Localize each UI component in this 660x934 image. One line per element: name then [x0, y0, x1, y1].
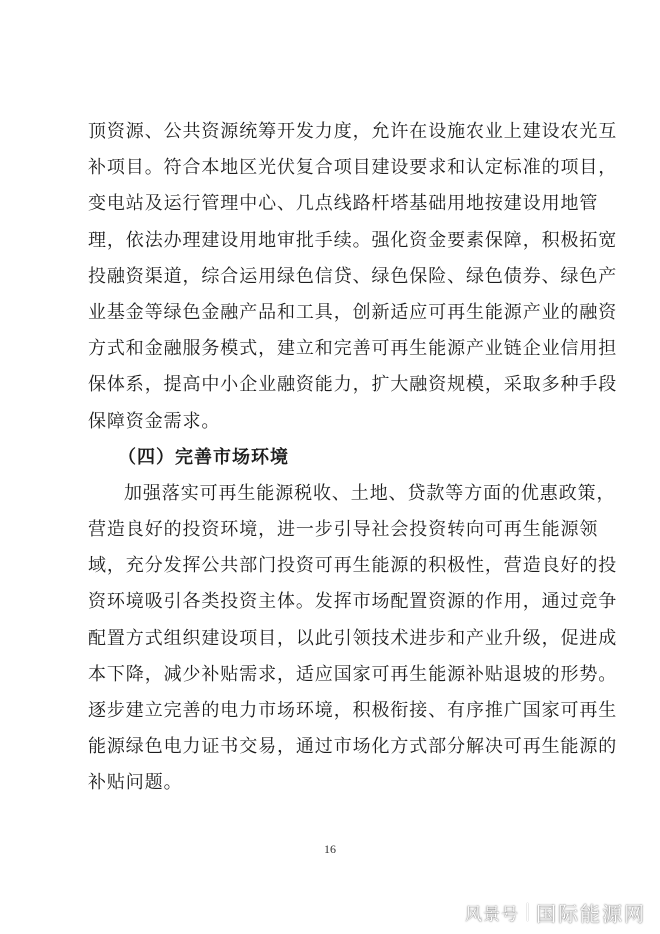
watermark-site-name: 国际能源网	[536, 901, 646, 926]
paragraph-financing	[88, 114, 618, 440]
watermark-divider	[527, 903, 528, 921]
watermark-source-label: 风景号	[465, 904, 519, 925]
text-line: 配置方式组织建设项目，以此引领技术进步和产业升级，促进成	[88, 627, 618, 649]
section-heading: （四）完善市场环境	[118, 446, 289, 468]
text-line: 本下降，减少补贴需求，适应国家可再生能源补贴退坡的形势。	[88, 663, 618, 685]
text-line: 投融资渠道，综合运用绿色信贷、绿色保险、绿色债券、绿色产	[88, 265, 618, 287]
watermark	[465, 898, 646, 926]
text-line: 域，充分发挥公共部门投资可再生能源的积极性，营造良好的投	[88, 555, 618, 577]
text-line: 能源绿色电力证书交易，通过市场化方式部分解决可再生能源的	[88, 736, 618, 758]
text-line: 逐步建立完善的电力市场环境，积极衔接、有序推广国家可再生	[88, 700, 618, 721]
text-line: 加强落实可再生能源税收、土地、贷款等方面的优惠政策，	[124, 482, 616, 504]
text-line: 保障资金需求。	[88, 410, 221, 432]
text-line: 补贴问题。	[88, 772, 183, 794]
text-line: 理，依法办理建设用地审批手续。强化资金要素保障，积极拓宽	[88, 229, 618, 251]
text-line: 变电站及运行管理中心、几点线路杆塔基础用地按建设用地管	[88, 193, 599, 215]
text-line: 保体系，提高中小企业融资能力，扩大融资规模，采取多种手段	[88, 374, 618, 396]
page-number: 16	[324, 842, 336, 856]
text-line: 资环境吸引各类投资主体。发挥市场配置资源的作用，通过竞争	[88, 591, 618, 613]
text-line: 方式和金融服务模式，建立和完善可再生能源产业链企业信用担	[88, 338, 618, 360]
paragraph-market-environment	[88, 476, 618, 802]
text-line: 营造良好的投资环境，进一步引导社会投资转向可再生能源领	[88, 519, 599, 541]
body-text	[88, 114, 618, 802]
text-line: 顶资源、公共资源统筹开发力度，允许在设施农业上建设农光互	[88, 121, 618, 142]
text-line: 业基金等绿色金融产品和工具，创新适应可再生能源产业的融资	[88, 301, 618, 323]
text-line: 补项目。符合本地区光伏复合项目建设要求和认定标准的项目，	[88, 157, 618, 179]
